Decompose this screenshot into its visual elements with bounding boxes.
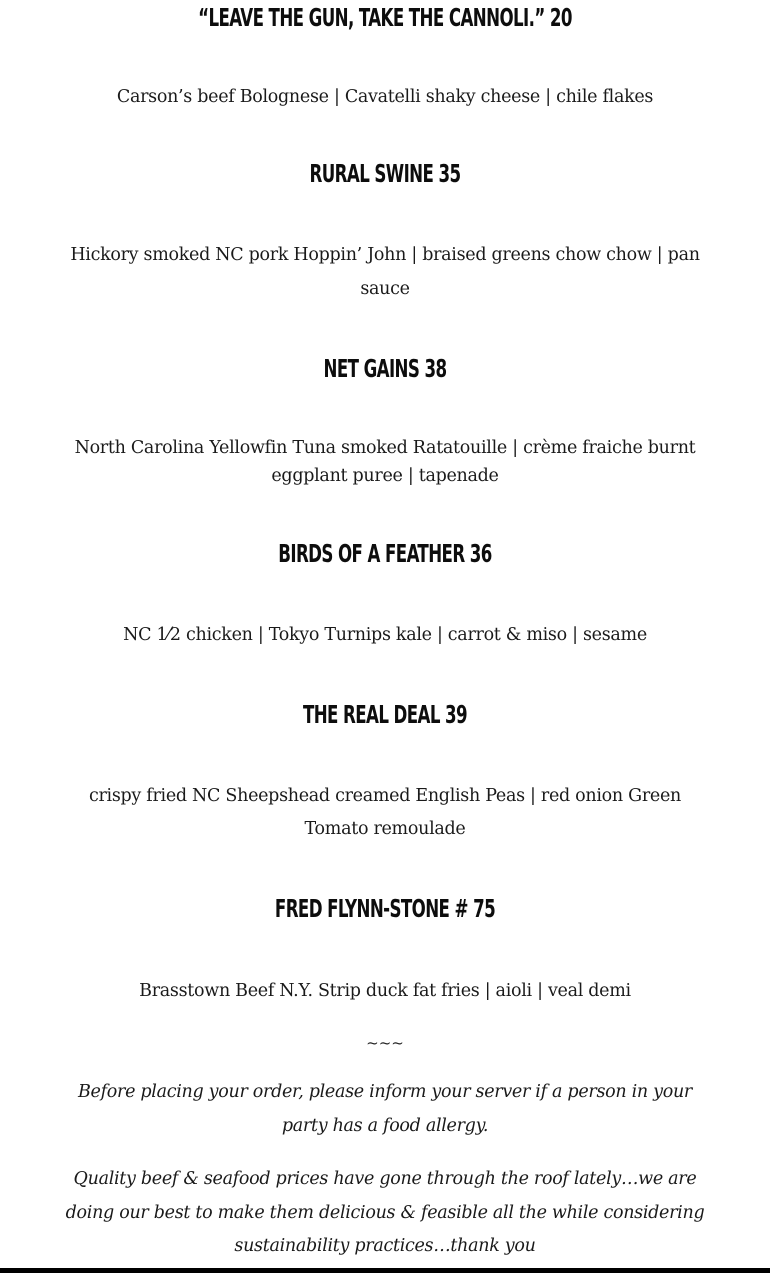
- menu-item-title: “LEAVE THE GUN, TAKE THE CANNOLI.” 20: [198, 3, 572, 32]
- menu-item-title: RURAL SWINE 35: [309, 159, 461, 188]
- menu-item-title: NET GAINS 38: [323, 354, 447, 383]
- bottom-border: [0, 1268, 770, 1273]
- menu-item-description: Brasstown Beef N.Y. Strip duck fat fries | aioli | veal demi: [139, 981, 631, 1001]
- menu-item-description: North Carolina Yellowfin Tuna smoked Ratatouille | crème fraiche burnt eggplant puree | tapenade: [74, 438, 696, 486]
- menu-item-description: Carson’s beef Bolognese | Cavatelli shaky cheese | chile flakes: [116, 87, 654, 107]
- menu-item-title: THE REAL DEAL 39: [302, 700, 468, 729]
- menu-item-description: NC 1⁄2 chicken | Tokyo Turnips kale | carrot & miso | sesame: [123, 625, 647, 645]
- menu-item-title: FRED FLYNN-STONE # 75: [274, 894, 496, 923]
- menu-item-description: crispy fried NC Sheepshead creamed English Peas | red onion Green Tomato remoulade: [88, 786, 681, 839]
- allergy-notice: Before placing your order, please inform your server if a person in your party has a food allergy.: [77, 1082, 692, 1136]
- section-separator: ~~~: [366, 1034, 404, 1052]
- menu-item-description: Hickory smoked NC pork Hoppin’ John | braised greens chow chow | pan sauce: [70, 245, 700, 299]
- pricing-notice: Quality beef & seafood prices have gone through the roof lately…we are doing our best to make them delicious & feasible all the while considering sustainability practices…thank you: [65, 1169, 705, 1256]
- menu-item-title: BIRDS OF A FEATHER 36: [278, 539, 492, 568]
